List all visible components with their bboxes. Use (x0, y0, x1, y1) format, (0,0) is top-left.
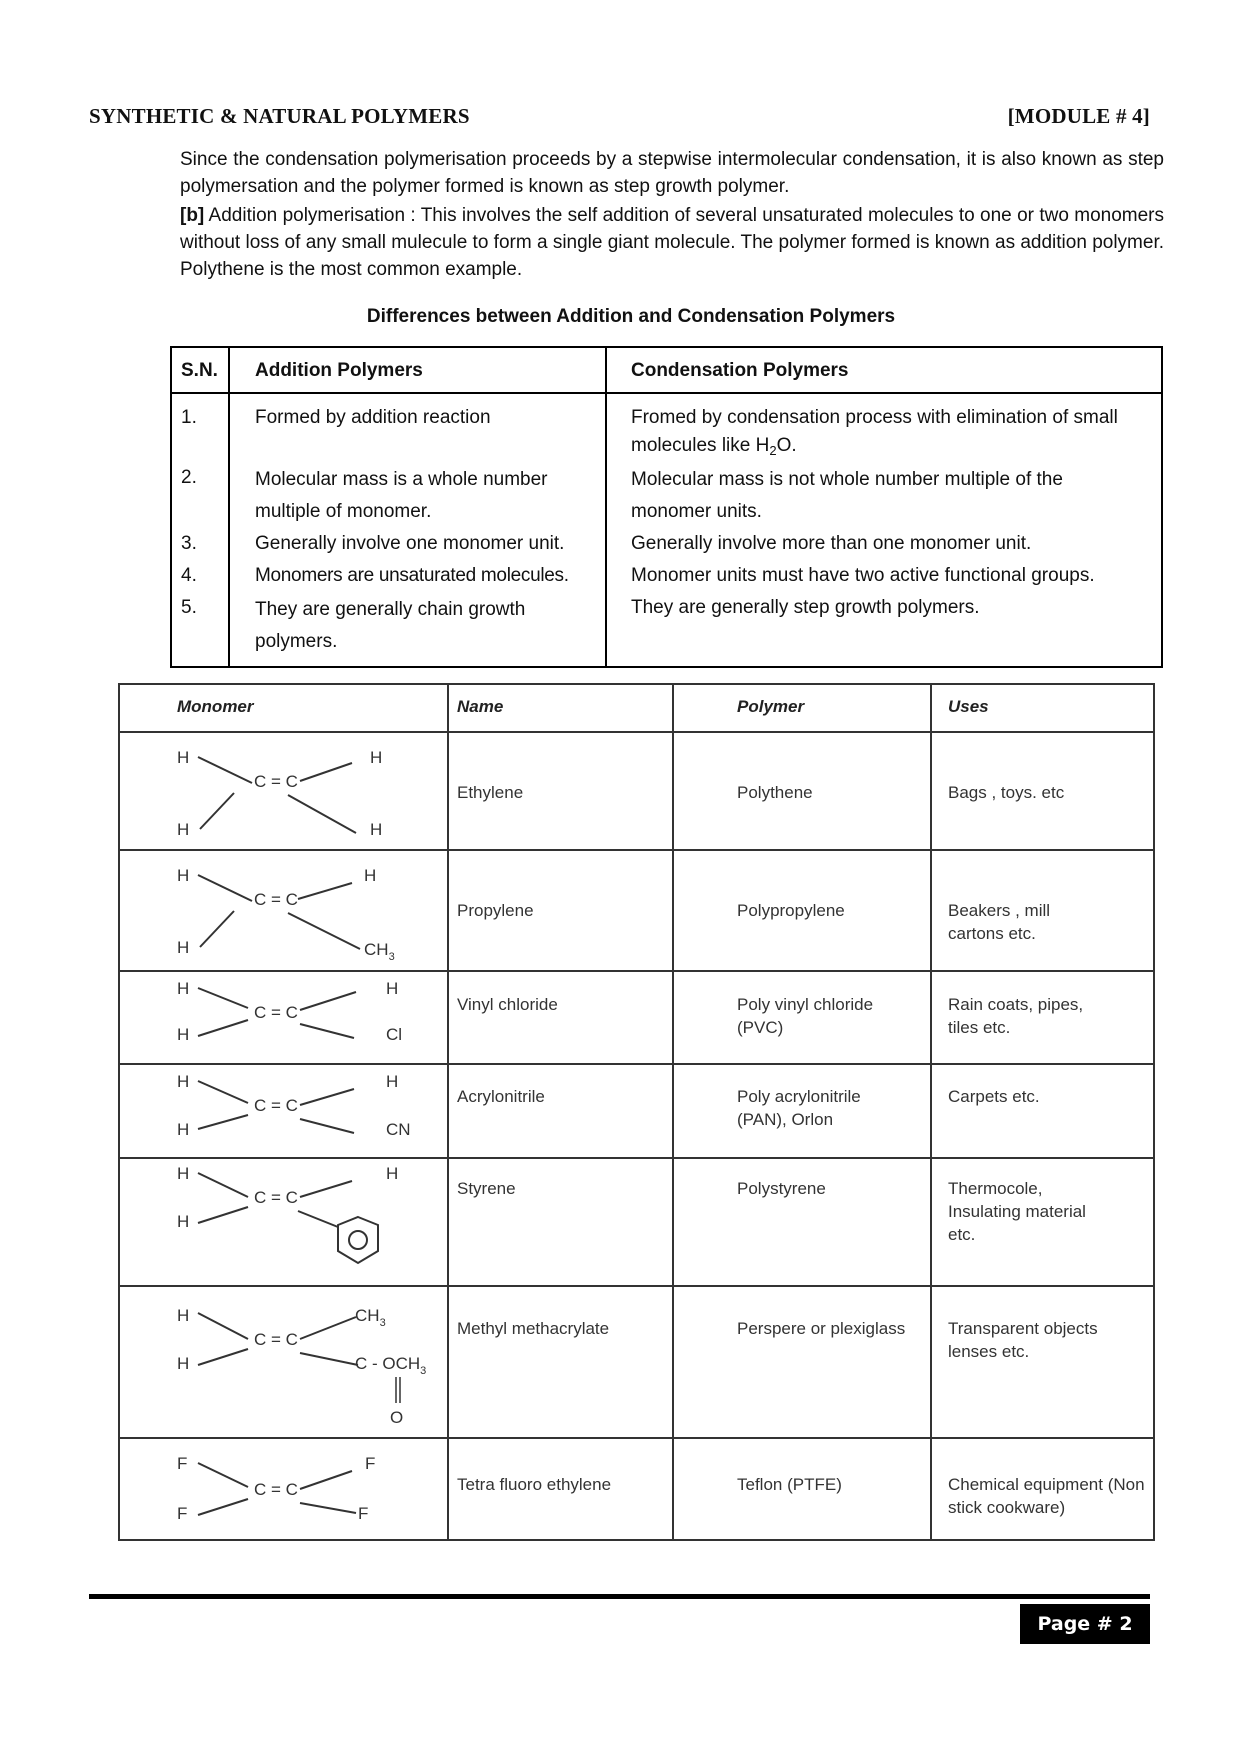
column-divider (672, 685, 674, 1539)
benzene-ring-inner-icon (349, 1231, 367, 1249)
atom-label: F (177, 1504, 188, 1523)
bond (200, 911, 234, 947)
acrylonitrile-structure-icon (120, 1065, 440, 1157)
row-sn: 5. (181, 597, 197, 618)
polymer-uses: Chemical equipment (Non stick cookware) (948, 1475, 1145, 1517)
bond (198, 1463, 248, 1487)
atom-label: Cl (386, 1025, 403, 1044)
polymer-name: Perspere or plexiglass (737, 1319, 906, 1338)
bond (198, 1499, 248, 1515)
monomer-name: Ethylene (457, 783, 524, 802)
ethylene-structure-icon (120, 733, 440, 849)
styrene-structure-icon (120, 1159, 440, 1285)
header-monomer: Monomer (177, 697, 254, 716)
header-addition: Addition Polymers (255, 360, 423, 381)
row-sn: 4. (181, 565, 197, 586)
atom-label: C = C (254, 1480, 298, 1499)
header-sn: S.N. (181, 360, 218, 381)
bond (288, 795, 356, 833)
atom-label: $CH_3$ (364, 940, 395, 963)
atom-label: H (177, 1025, 190, 1044)
bond (300, 1089, 354, 1105)
row-condensation: Generally involve more than one monomer unit. (631, 533, 1032, 554)
bond (198, 757, 252, 783)
monomer-name: Styrene (457, 1179, 516, 1198)
column-divider (605, 348, 607, 666)
polymer-name: Polystyrene (737, 1179, 826, 1198)
atom-label: H (177, 1120, 190, 1139)
vinyl-chloride-structure-icon (120, 972, 440, 1064)
column-divider (228, 348, 230, 666)
bond (198, 1173, 248, 1197)
bond (300, 1119, 354, 1133)
benzene-ring-icon (338, 1217, 378, 1263)
bond (198, 1020, 248, 1036)
atom-label: C - $OCH_3$ (355, 1354, 427, 1377)
item-label: [b] (180, 205, 205, 226)
atom-label: H (386, 979, 399, 998)
monomer-name: Tetra fluoro ethylene (457, 1475, 612, 1494)
bond (298, 1211, 338, 1227)
header-divider (172, 392, 1161, 394)
atom-label: H (177, 1306, 190, 1325)
row-sn: 3. (181, 533, 197, 554)
bond (198, 988, 248, 1008)
paragraph-text: Addition polymerisation : This involves the self addition of several unsaturated molecules to one or two monomers without loss of any small mulecule to form a single giant molecule. The polymer formed is known as addition polymer. Polythene is the most common example. (180, 205, 1164, 280)
row-condensation: Monomer units must have two active functional groups. (631, 565, 1095, 586)
row-addition: Molecular mass is a whole number multiple of monomer. (255, 469, 548, 522)
row-addition: Monomers are unsaturated molecules. (255, 565, 569, 586)
bond (288, 913, 360, 949)
differences-table (170, 346, 1163, 668)
atom-label: O (390, 1408, 404, 1427)
atom-label: C = C (254, 1003, 298, 1022)
document-title: SYNTHETIC & NATURAL POLYMERS (89, 104, 470, 128)
atom-label: C = C (254, 1096, 298, 1115)
polymer-name: Polypropylene (737, 901, 845, 920)
column-divider (930, 685, 932, 1539)
bond (198, 1115, 248, 1129)
tetrafluoroethylene-structure-icon (120, 1439, 440, 1543)
module-label: [MODULE # 4] (1007, 104, 1150, 128)
atom-label: H (386, 1072, 399, 1091)
bond (300, 1317, 356, 1339)
paragraph-addition-polymerisation (180, 202, 1164, 283)
atom-label: F (358, 1504, 369, 1523)
polymer-uses: Rain coats, pipes, tiles etc. (948, 995, 1084, 1037)
atom-label: H (177, 748, 190, 767)
header-condensation: Condensation Polymers (631, 360, 849, 381)
cell-text: Fromed by condensation process with elimination of small molecules like H (631, 407, 1118, 456)
atom-label: C = C (254, 1330, 298, 1349)
atom-label: F (365, 1454, 376, 1473)
bond (198, 1081, 248, 1103)
bond (198, 875, 252, 901)
row-sn: 2. (181, 467, 197, 488)
atom-label: H (370, 820, 383, 839)
atom-label: $CH_3$ (355, 1306, 386, 1329)
polymer-name: Teflon (PTFE) (737, 1475, 842, 1494)
polymer-uses: Beakers , mill cartons etc. (948, 901, 1051, 943)
bond (300, 1024, 354, 1038)
paragraph-step-growth: Since the condensation polymerisation proceeds by a stepwise intermolecular condensation, it is also known as step polymersation and the polymer formed is known as step growth polymer. (180, 149, 1164, 197)
bond (198, 1349, 248, 1365)
header-polymer: Polymer (737, 697, 805, 716)
polymer-uses: Carpets etc. (948, 1087, 1040, 1106)
atom-label: H (177, 938, 190, 957)
row-sn: 1. (181, 407, 197, 428)
row-addition: Formed by addition reaction (255, 407, 491, 428)
page-number: Page # 2 (1020, 1604, 1150, 1644)
atom-label: H (177, 1212, 190, 1231)
polymer-name: Poly vinyl chloride (PVC) (737, 995, 874, 1037)
polymer-uses: Bags , toys. etc (948, 783, 1065, 802)
methyl-methacrylate-structure-icon (120, 1287, 440, 1437)
bond (300, 1471, 352, 1489)
polymer-uses: Transparent objects lenses etc. (948, 1319, 1098, 1361)
monomer-name: Acrylonitrile (457, 1087, 545, 1106)
propylene-structure-icon (120, 851, 440, 971)
polymer-name: Poly acrylonitrile (PAN), Orlon (737, 1087, 861, 1129)
footer-divider (89, 1594, 1150, 1599)
bond (300, 1181, 352, 1197)
row-condensation: They are generally step growth polymers. (631, 597, 980, 618)
subscript: 2 (769, 443, 777, 458)
monomer-name: Propylene (457, 901, 534, 920)
monomer-name: Vinyl chloride (457, 995, 558, 1014)
row-condensation: Molecular mass is not whole number multiple of the monomer units. (631, 469, 1063, 522)
bond (198, 1313, 248, 1339)
cell-text: O. (776, 435, 797, 456)
atom-label: H (177, 866, 190, 885)
header-name: Name (457, 697, 504, 716)
polymer-name: Polythene (737, 783, 813, 802)
atom-label: F (177, 1454, 188, 1473)
atom-label: H (386, 1164, 399, 1183)
row-addition: They are generally chain growth polymers. (255, 599, 526, 652)
atom-label: C = C (254, 1188, 298, 1207)
bond (198, 1207, 248, 1223)
polymers-table (118, 683, 1155, 1541)
atom-label: CN (386, 1120, 411, 1139)
atom-label: H (177, 820, 190, 839)
header-uses: Uses (948, 697, 989, 716)
atom-label: C = C (254, 890, 298, 909)
atom-label: H (177, 1354, 190, 1373)
atom-label: C = C (254, 772, 298, 791)
bond (300, 763, 352, 781)
column-divider (447, 685, 449, 1539)
bond (200, 793, 234, 829)
bond (298, 883, 352, 899)
bond (300, 992, 356, 1010)
table-caption: Differences between Addition and Condensation Polymers (366, 306, 896, 327)
atom-label: H (364, 866, 377, 885)
monomer-name: Methyl methacrylate (457, 1319, 610, 1338)
atom-label: H (177, 1072, 190, 1091)
atom-label: H (177, 1164, 190, 1183)
polymer-uses: Thermocole, Insulating material etc. (948, 1179, 1086, 1244)
bond (300, 1353, 358, 1365)
atom-label: H (177, 979, 190, 998)
atom-label: H (370, 748, 383, 767)
row-condensation (631, 404, 1156, 460)
row-addition: Generally involve one monomer unit. (255, 533, 565, 554)
bond (300, 1503, 356, 1513)
